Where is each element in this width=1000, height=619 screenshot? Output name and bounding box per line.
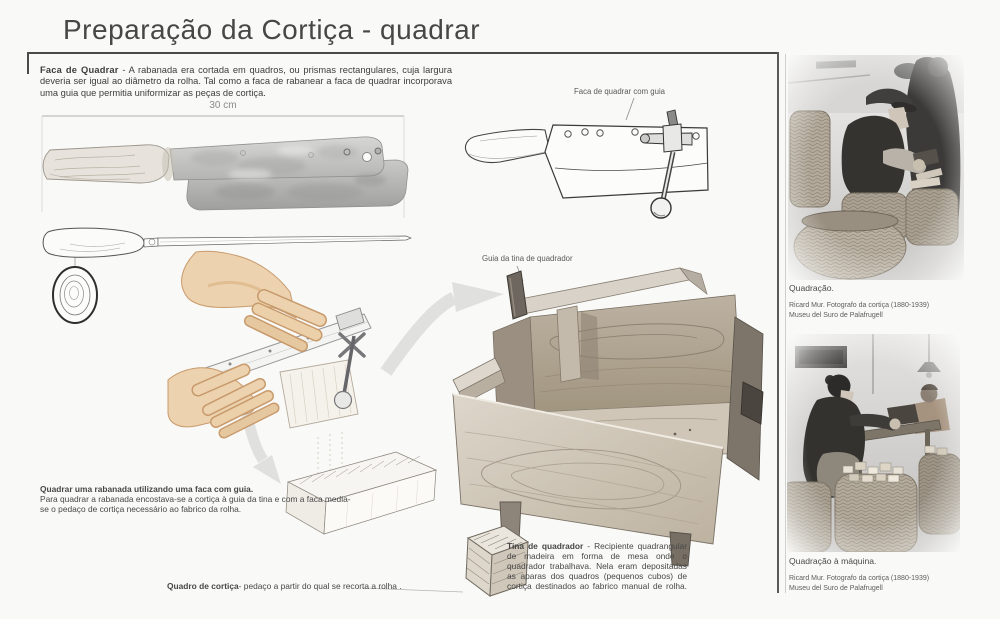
faca-de-quadrar-illustration xyxy=(40,122,412,220)
caption-quadrar xyxy=(40,485,358,515)
photo-quadracao-maquina xyxy=(787,334,960,552)
intro-term: Faca de Quadrar xyxy=(40,65,119,75)
caption-quadro-text: - pedaço a partir do qual se recorta a rolha . xyxy=(238,581,402,591)
upper-hand xyxy=(182,251,320,346)
baskets xyxy=(787,446,960,552)
photo-maquina-credit xyxy=(789,574,929,594)
title-underline xyxy=(27,52,779,54)
caption-quadro-lead: Quadro de cortiça xyxy=(167,581,239,591)
photo-quadracao-credit xyxy=(789,301,929,321)
intro-paragraph xyxy=(40,65,452,99)
caption-tina xyxy=(507,542,687,592)
lower-hand xyxy=(168,368,274,433)
caption-quadro xyxy=(167,582,402,592)
frame-left-tick xyxy=(27,52,29,74)
credit-line: Museu del Suro de Palafrugell xyxy=(789,311,883,319)
faca-com-guia-illustration xyxy=(455,108,745,243)
caption-tina-text: - Recipiente quadrangular de madeira em forma de mesa onde o quadrador trabalhava. Nela eram depositadas as aparas dos quadros (pequenos cubos) de cortiça destinados ao fabrico manual de rolha. xyxy=(507,541,688,591)
credit-line: Ricard Mur. Fotografo da cortiça (1880-1939) xyxy=(789,575,930,582)
content-right-border-faint xyxy=(785,54,786,593)
caption-quadrar-text: Para quadrar a rabanada encostava-se a cortiça à guia da tina e com a faca media-se o pedaço de cortiça necessário ao fabrico da rolha. xyxy=(40,493,351,514)
cork-section-illustration xyxy=(48,262,104,328)
caption-tina-lead: Tina de quadrador xyxy=(507,541,584,551)
intro-text: - A rabanada era cortada em quadros, ou prismas rectangulares, cuja largura deveria ser igual ao diâmetro da rolha. Tal como a faca de rabanear a faca de quadrar incorporava uma guia que permitia uniformizar as peças de cortiça. xyxy=(40,65,453,98)
caption-quadrar-lead: Quadrar uma rabanada utilizando uma faca com guia. xyxy=(40,484,254,494)
credit-line: Museu del Suro de Palafrugell xyxy=(789,584,883,592)
photo-quadracao xyxy=(788,55,964,280)
credit-line: Ricard Mur. Fotografo da cortiça (1880-1939) xyxy=(789,302,930,309)
baskets xyxy=(790,111,958,279)
page-title: Preparação da Cortiça - quadrar xyxy=(63,14,481,45)
photo-quadracao-caption: Quadração. xyxy=(789,283,834,293)
measure-label: 30 cm xyxy=(209,100,237,111)
label-faca-guia: Faca de quadrar com guia xyxy=(574,87,666,96)
photo-maquina-caption: Quadração à máquina. xyxy=(789,556,877,566)
label-guia-tina: Guia da tina de quadrador xyxy=(482,254,573,263)
content-right-border xyxy=(777,52,779,593)
